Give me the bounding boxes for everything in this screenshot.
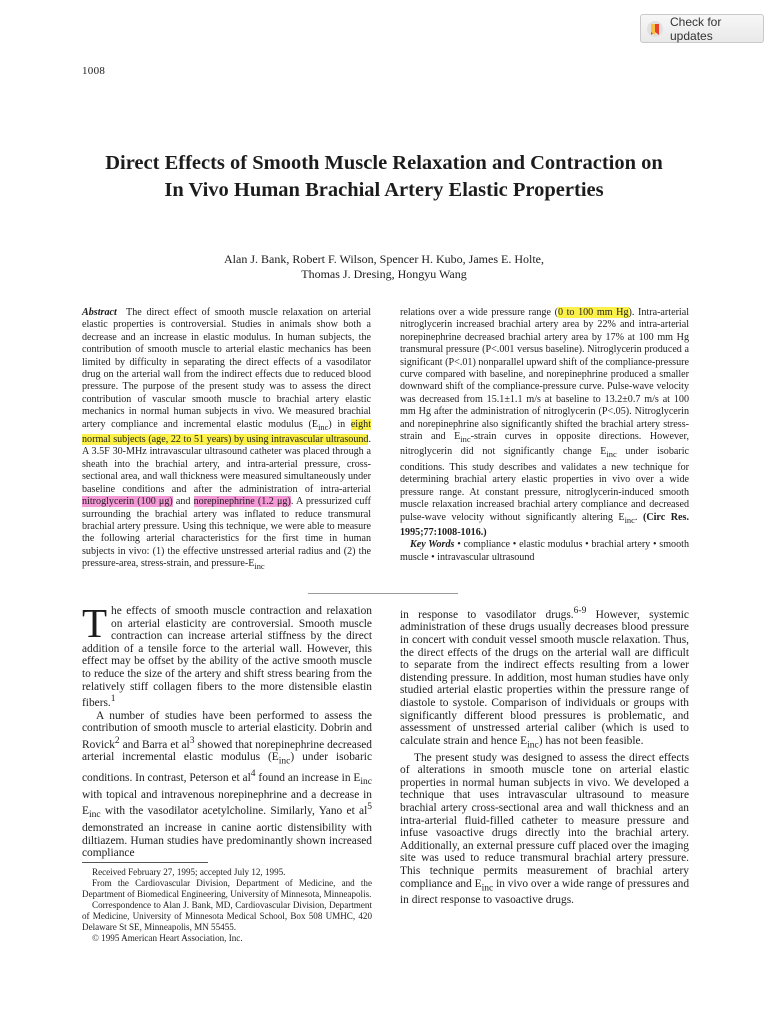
body-text: he effects of smooth muscle contraction and relaxation on arterial elasticity are controversial. Smooth muscle contraction can increase arterial stiffness by the direct addition of a tensile force to the arterial wall. However, this effect may be offset by the ability of the active smooth muscle to reduce the size of the artery and shift stress bearing from the relatively stiff collagen fibers to the more distensible elastin fibers. — [82, 605, 372, 709]
body-text: However, systemic administration of these drugs usually decreases blood pressure in concert with conduit vessel smooth muscle relaxation. Thus, the direct effects of the drugs on the arterial wall are difficult to separate from the indirect effects resulting from a lower distending pressure. In addition, most human studies have only studied arterial elastic properties within the pressure range of diastole to systole. Comparison of individuals or groups with significantly different blood pressures is problematic, and assessment of unstressed arterial caliber (which is used to calculate strain and hence E — [400, 608, 689, 747]
footnote-affiliation: From the Cardiovascular Division, Department of Medicine, and the Department of Biomedical Engineering, University of Minnesota, Minneapolis. — [82, 878, 372, 899]
intro-paragraph-4 — [400, 752, 689, 907]
reference-marker: 1 — [110, 694, 116, 705]
body-column-right — [400, 605, 689, 907]
body-text: and Barra et al — [119, 738, 190, 751]
subscript-inc: inc — [527, 740, 539, 751]
footnotes — [82, 867, 372, 944]
footnote-copyright: © 1995 American Heart Association, Inc. — [92, 933, 243, 943]
abstract-text: . A 3.5F 30-MHz intravascular ultrasound catheter was placed through a sheath into the brachial artery, and intra-arterial pressure, cross-sectional area, and wall thickness were measured simultaneously under baseline conditions and after the administration of intra-arterial — [82, 434, 371, 495]
body-text: The present study was designed to assess the direct effects of alterations in smooth muscle tone on arterial elastic properties in normal human subjects in vivo. We developed a technique that uses intravascular ultrasound to measure brachial artery cross-sectional area and wall thickness and an intra-arterial fluid-filled catheter to measure pressure and infuse vasoactive drugs directly into the brachial artery. Additionally, an external pressure cuff placed over the imaging site was used to reduce transmural brachial artery pressure. This technique permits measurement of brachial artery compliance and E — [400, 751, 689, 890]
abstract-paragraph — [82, 307, 371, 574]
body-column-left — [82, 600, 372, 860]
check-for-updates-label: Check for updates — [670, 14, 722, 43]
abstract-text: ) in — [328, 418, 351, 430]
author-line-2: Thomas J. Dresing, Hongyu Wang — [301, 267, 467, 281]
subscript-inc: inc — [481, 882, 494, 893]
section-divider — [308, 593, 458, 594]
abstract-text: . A pressurized cuff surrounding the brachial artery was inflated to reduce transmural brachial artery pressure. Using this technique, we were able to measure the following arterial characteristics for the first time in human subjects in vivo: (1) the effective unstressed arterial radius and (2) the pressure-area, stress-strain, and pressure-E — [82, 496, 371, 570]
body-text: found an increase in E — [255, 771, 361, 784]
abstract-text: The direct effect of smooth muscle relaxation on arterial elastic properties is controversial. Studies in animals show both a decrease and an increase in elastic modulus. In human subjects, the contribution of smooth muscle to arterial elastic mechanics has been limited by difficulty in separating the direct effects of a vasodilator drug on the arterial wall from the indirect effects due to reduced blood pressure. The purpose of the present study was to assess the direct contribution of vascular smooth muscle to brachial artery elastic mechanics in normal human subjects in vivo. We measured brachial artery compliance and incremental elastic modulus (E — [82, 307, 371, 430]
citation: (Circ Res. 1995;77:1008-1016.) — [400, 511, 689, 538]
page-number: 1008 — [82, 65, 106, 77]
abstract-column-left — [82, 307, 371, 574]
body-text: with topical and intravenous norepinephrine and a decrease in E — [82, 788, 372, 818]
abstract-text: under isobaric conditions. This study describes and validates a new technique for determining brachial artery elastic properties in vivo over a wide pressure range. At constant pressure, nitroglycerin-induced smooth muscle relaxation increased brachial artery compliance and decreased pulse-wave velocity without significantly altering E — [400, 446, 689, 523]
key-words-label: Key Words — [410, 539, 455, 551]
reference-marker: 6-9 — [573, 606, 587, 616]
footnote-correspondence: Correspondence to Alan J. Bank, MD, Cardiovascular Division, Department of Medicine, University of Minnesota Medical School, Box 508 UMHC, 420 Delaware St SE, Minneapolis, MN 55455. — [82, 900, 372, 932]
subscript-inc: inc — [606, 450, 617, 460]
subscript-inc: inc — [318, 422, 329, 432]
highlight-pink-nitroglycerin: nitroglycerin (100 μg) — [82, 496, 173, 508]
footnote-received: Received February 27, 1995; accepted July 12, 1995. — [92, 867, 286, 877]
subscript-inc: inc — [624, 515, 635, 525]
subscript-inc: inc — [88, 810, 101, 821]
abstract-column-right — [400, 307, 689, 564]
footnote-rule — [82, 862, 208, 863]
intro-paragraph-3 — [400, 605, 689, 752]
abstract-text: relations over a wide pressure range ( — [400, 307, 558, 318]
abstract-label: Abstract — [82, 307, 117, 318]
body-text: ) under isobaric conditions. In contrast, Peterson et al — [82, 751, 372, 784]
body-text: with the vasodilator acetylcholine. Similarly, Yano et al — [100, 805, 368, 818]
subscript-inc: inc — [360, 777, 372, 788]
drop-cap: T — [82, 600, 108, 646]
check-for-updates-button[interactable] — [640, 14, 764, 43]
body-text: ) has not been feasible. — [538, 734, 644, 747]
subscript-inc: inc — [460, 435, 471, 445]
body-text: showed that norepinephrine decreased arterial incremental elastic modulus (E — [82, 738, 372, 764]
reference-marker: 5 — [367, 802, 372, 813]
key-words-list: • compliance • elastic modulus • brachial artery • smooth muscle • intravascular ultrasound — [400, 539, 689, 563]
subscript-inc: inc — [254, 562, 265, 572]
article-title: Direct Effects of Smooth Muscle Relaxation and Contraction on In Vivo Human Brachial Artery Elastic Properties — [105, 152, 663, 201]
abstract-text: -strain curves in opposite directions. However, nitroglycerin did not significantly change E — [400, 431, 689, 458]
abstract-text: . — [634, 511, 643, 523]
author-line-1: Alan J. Bank, Robert F. Wilson, Spencer H. Kubo, James E. Holte, — [224, 252, 544, 266]
body-text: in response to vasodilator drugs. — [400, 608, 574, 621]
reference-marker: 3 — [189, 735, 195, 746]
intro-paragraph-1 — [82, 600, 372, 710]
author-list — [120, 252, 648, 282]
highlight-yellow-pressure-range: 0 to 100 mm Hg — [557, 307, 629, 318]
intro-paragraph-2 — [82, 710, 372, 860]
highlight-yellow-subjects: eight normal subjects (age, 22 to 51 years) by using intravascular ultrasound — [82, 418, 371, 446]
reference-marker: 4 — [250, 769, 256, 779]
body-text: in vivo over a wide range of pressures and in direct response to vasoactive drugs. — [400, 877, 690, 907]
abstract-text: and — [172, 496, 194, 508]
body-text: demonstrated an increase in canine aortic distensibility with diltiazem. Human studies have predominantly shown increased compliance — [82, 821, 372, 860]
body-text: A number of studies have been performed to assess the contribution of smooth muscle to arterial elasticity. Dobrin and Rovick — [82, 709, 372, 751]
highlight-pink-norepinephrine: norepinephrine (1.2 μg) — [193, 496, 291, 508]
crossmark-icon — [646, 20, 664, 38]
subscript-inc: inc — [278, 756, 291, 767]
reference-marker: 2 — [114, 735, 120, 746]
key-words — [400, 539, 689, 564]
abstract-text: ). Intra-arterial nitroglycerin increased brachial artery area by 22% and intra-arterial norepinephrine decreased brachial artery area by 17% at 100 mm Hg transmural pressure (P<.001 versus baseline). Nitroglycerin produced a significant (P<.01) nonparallel upward shift of the compliance-pressure curve compared with baseline, and norepinephrine produced a smaller downward shift of the compliance-pressure curve. Pulse-wave velocity was decreased from 15.1±1.1 m/s at baseline to 13.2±0.7 m/s at 100 mm Hg after the administration of nitroglycerin (P<.05). Nitroglycerin and norepinephrine also significantly shifted the brachial artery stress-strain and E — [400, 307, 690, 443]
abstract-paragraph-continued — [400, 307, 689, 539]
